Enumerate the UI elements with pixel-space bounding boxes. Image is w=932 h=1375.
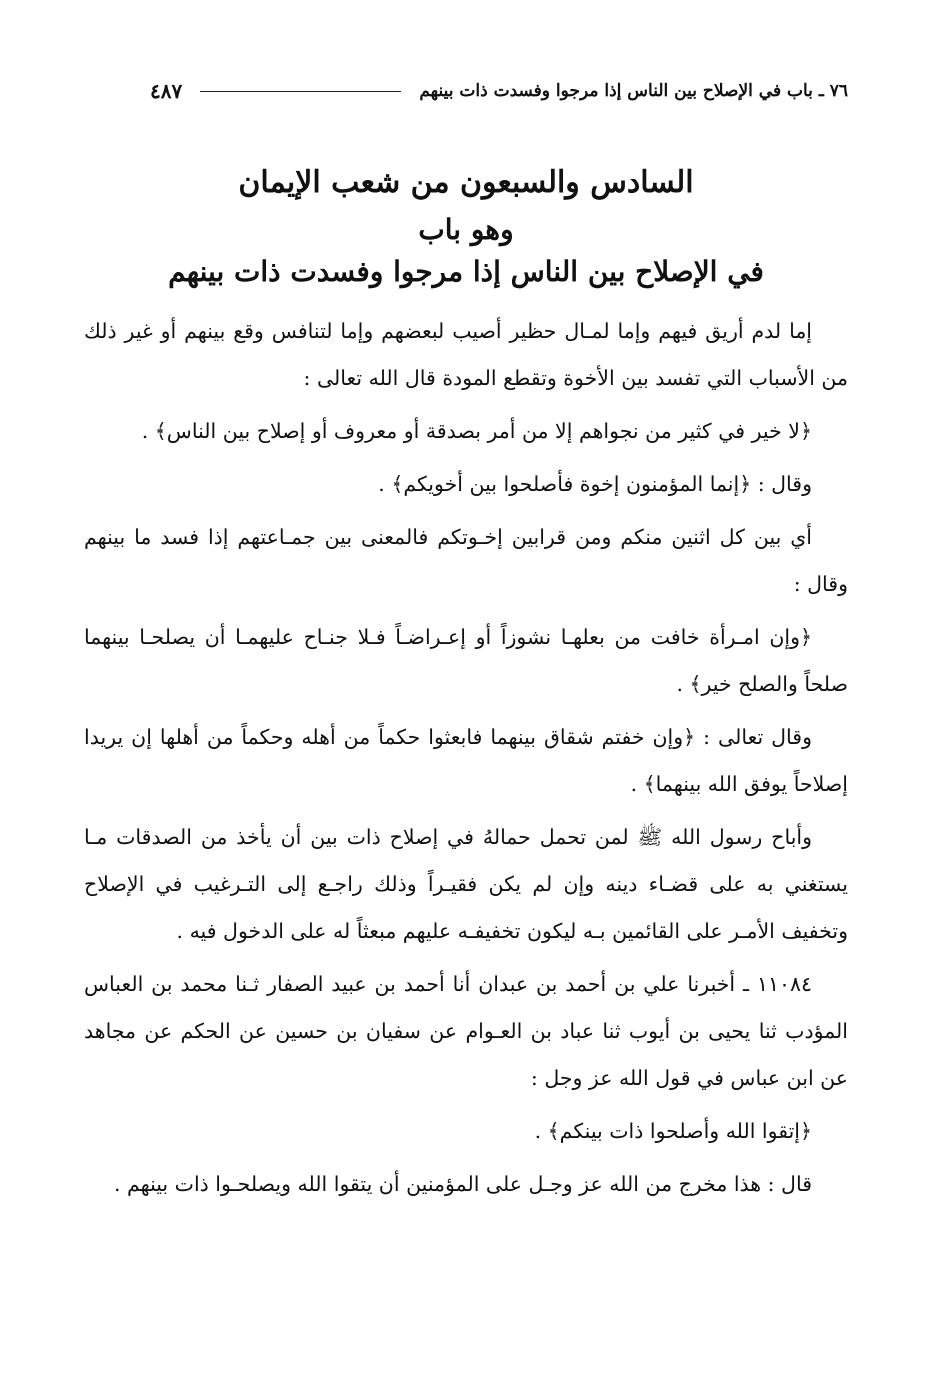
page-number: ٤٨٧ [150, 79, 183, 103]
quran-quote-3: ﴿وإن امـرأة خافت من بعلهـا نشوزاً أو إعـراضـاً فـلا جنـاح عليهمـا أن يصلحـا بينهما صلحاً والصلح خير﴾ . [84, 625, 848, 696]
paragraph-quote-4: وقال تعالى : ﴿وإن خفتم شقاق بينهما فابعثوا حكماً من أهله وحكماً من أهلها إن يريدا إصلاحاً يوفق الله بينهما﴾ . [84, 725, 848, 796]
paragraph-hadith-chain: ١١٠٨٤ ـ أخبرنا علي بن أحمد بن عبدان أنا أحمد بن عبيد الصفار ثـنا محمد بن العباس المؤدب ثنا يحيى بن أيوب ثنا عباد بن العـوام عن سفيان بن حسين عن الحكم عن مجاهد عن ابن عباس في قول الله عز وجل : [84, 972, 848, 1090]
body-text [84, 308, 848, 1214]
chapter-title-line-3: في الإصلاح بين الناس إذا مرجوا وفسدت ذات بينهم [168, 255, 764, 288]
paragraph-explanation: أي بين كل اثنين منكم ومن قرابين إخـوتكم فالمعنى بين جمـاعتهم إذا فسد ما بينهم وقال : [84, 525, 848, 596]
quran-quote-5: ﴿إتقوا الله وأصلحوا ذات بينكم﴾ . [534, 1119, 812, 1143]
running-header [150, 76, 848, 106]
paragraph-intro: إما لدم أريق فيهم وإما لمـال حظير أصيب لبعضهم وإما لتنافس وقع بينهم أو غير ذلك من الأسباب التي تفسد بين الأخوة وتقطع المودة قال الله تعالى : [84, 319, 848, 390]
chapter-title-line-2: وهو باب [418, 213, 514, 246]
paragraph-quote-2: وقال : ﴿إنما المؤمنون إخوة فأصلحوا بين أخويكم﴾ . [378, 472, 812, 496]
chapter-title-line-1: السادس والسبعون من شعب الإيمان [238, 165, 694, 200]
quran-quote-1: ﴿لا خير في كثير من نجواهم إلا من أمر بصدقة أو معروف أو إصلاح بين الناس﴾ . [141, 419, 812, 443]
header-rule [200, 91, 401, 92]
paragraph-prophet: وأباح رسول الله ﷺ لمن تحمل حمالهُ في إصلاح ذات بين أن يأخذ من الصدقات مـا يستغني به على قضـاء دينه وإن لم يكن فقيـراً وذلك راجـع إلى التـرغيب في الإصلاح وتخفيف الأمـر على القائمين بـه ليكون تخفيفـه عليهم مبعثاً له على الدخول فيه . [84, 825, 848, 943]
running-title: ٧٦ ـ باب في الإصلاح بين الناس إذا مرجوا وفسدت ذات بينهم [419, 81, 848, 101]
paragraph-closing: قال : هذا مخرج من الله عز وجـل على المؤمنين أن يتقوا الله ويصلحـوا ذات بينهم . [113, 1172, 812, 1196]
